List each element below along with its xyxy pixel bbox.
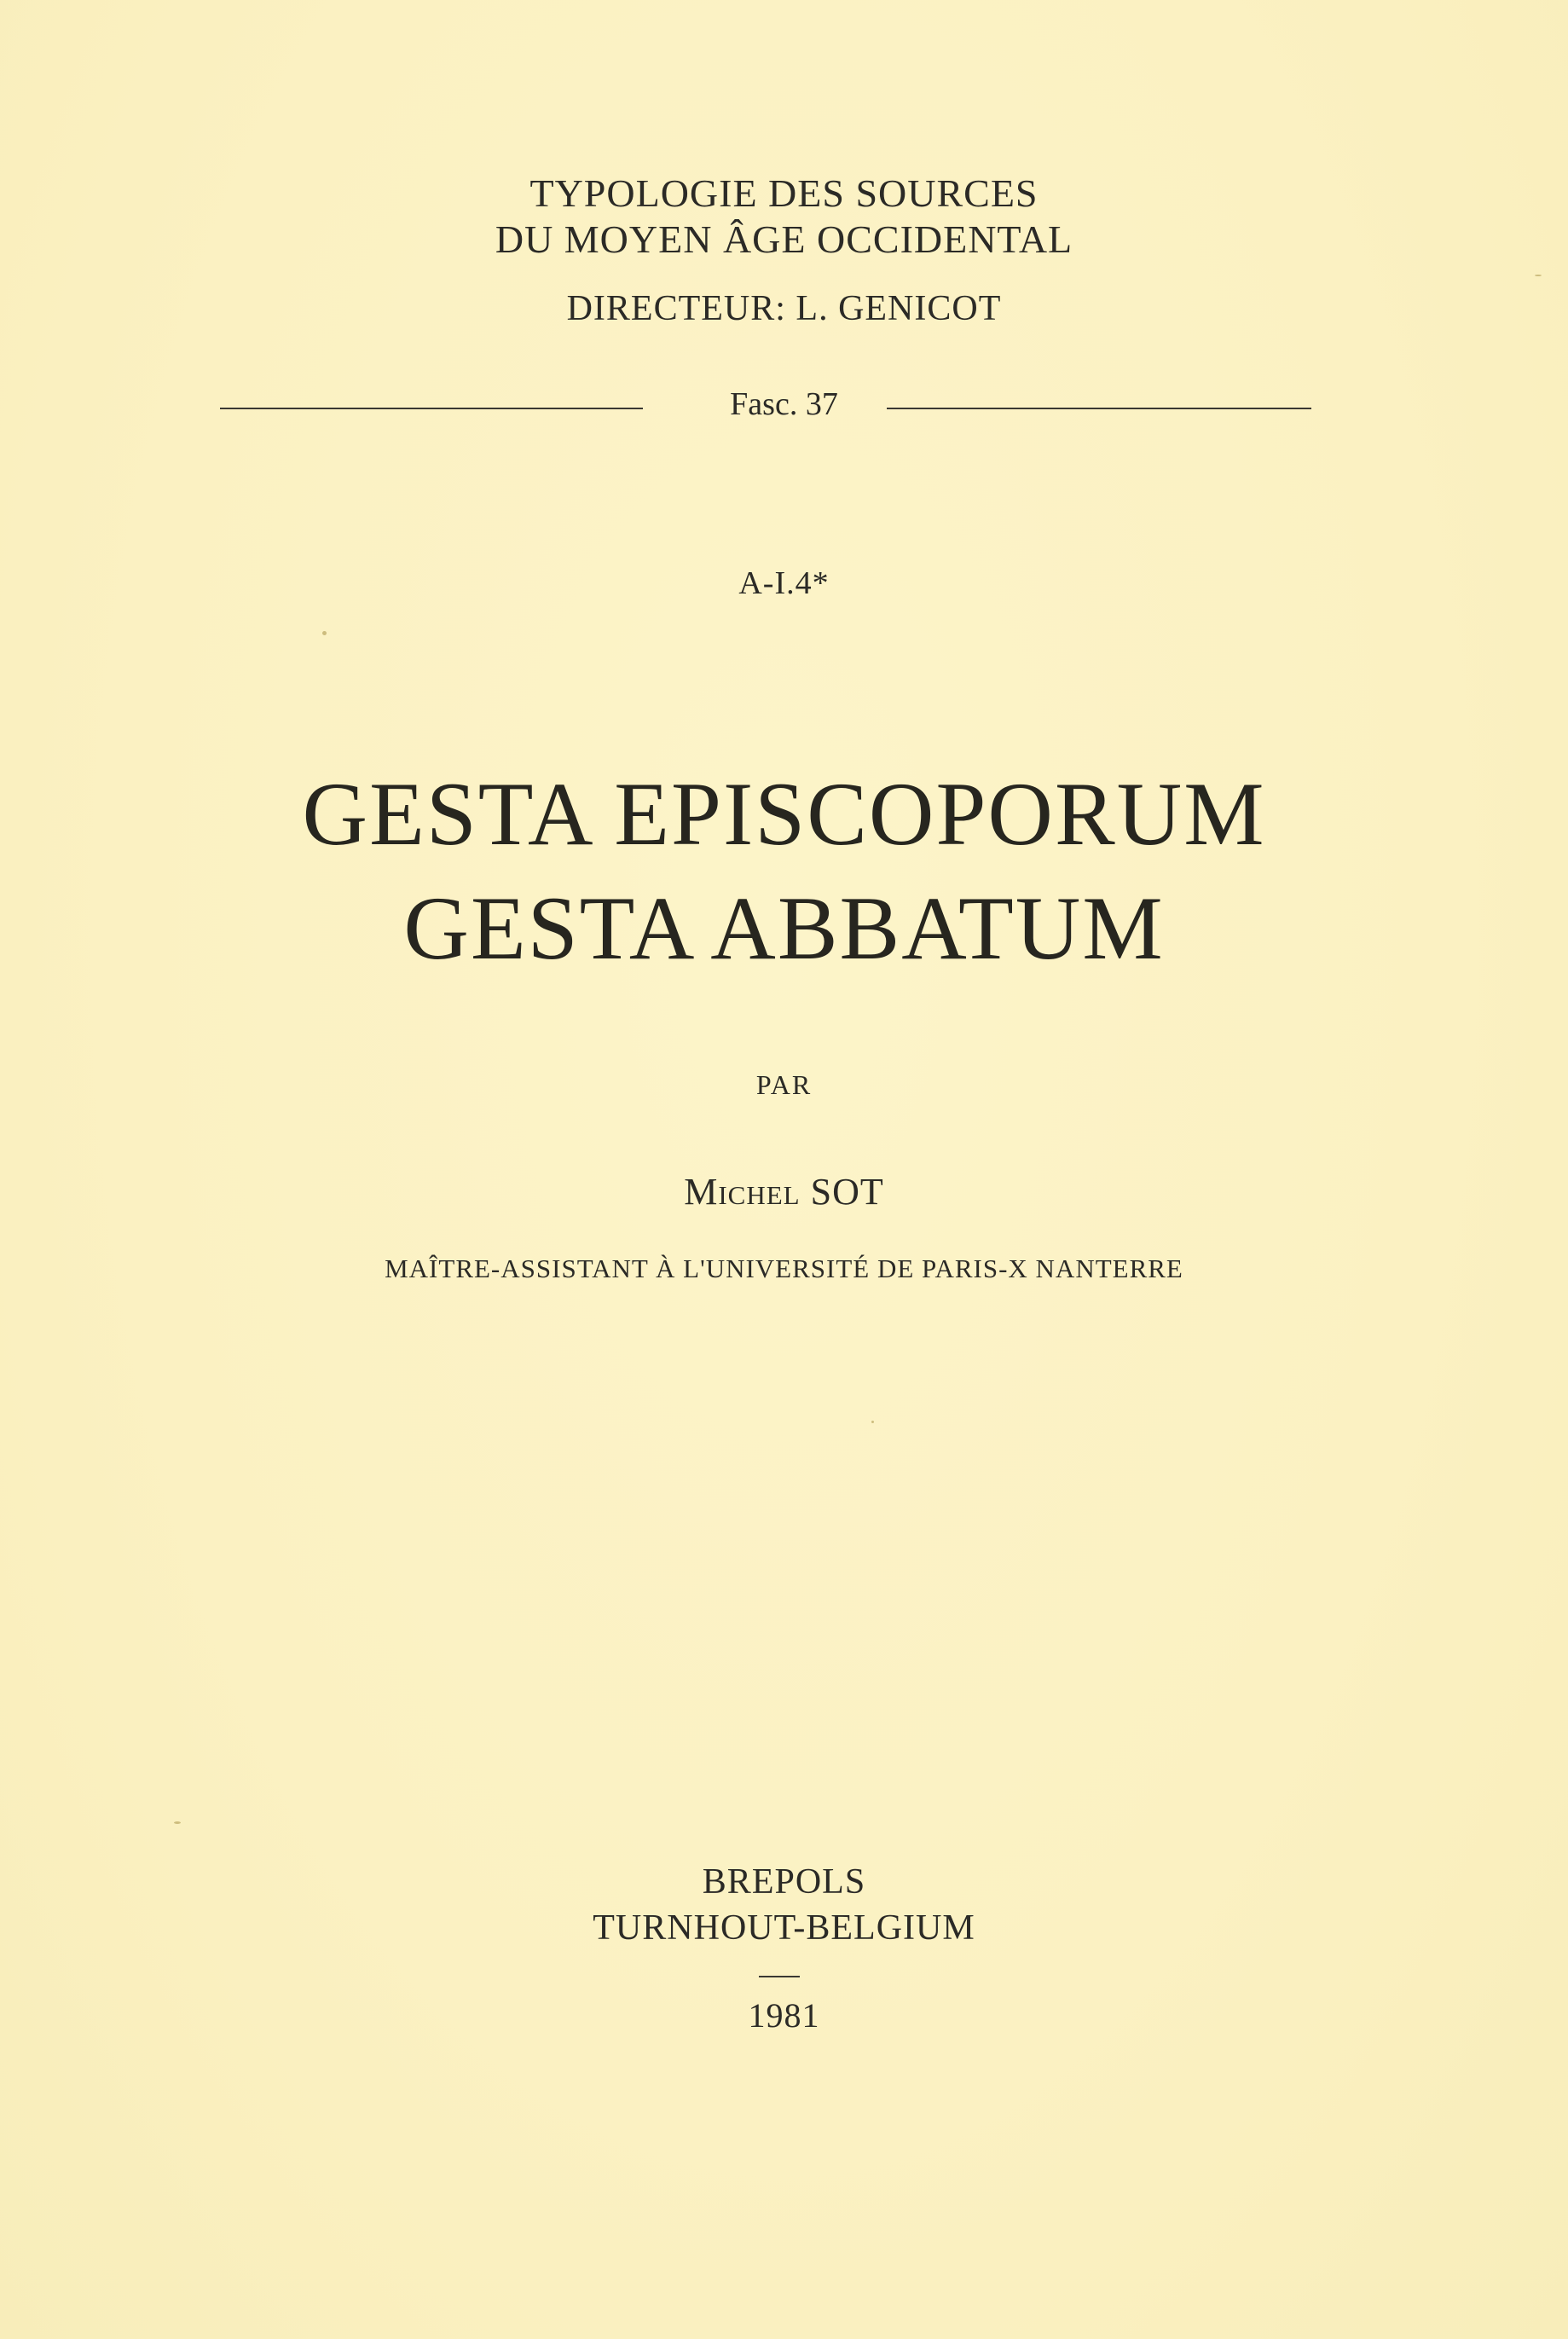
publisher-name: BREPOLS bbox=[702, 1862, 866, 1902]
fascicle-rule-right bbox=[887, 408, 1311, 409]
author-first-name: Michel bbox=[684, 1171, 801, 1213]
paper-speck bbox=[1535, 275, 1542, 276]
author-name bbox=[0, 1170, 1568, 1213]
classification-code: A-I.4* bbox=[738, 565, 830, 601]
main-title-line-1: GESTA EPISCOPORUM bbox=[302, 764, 1266, 864]
fascicle-number: Fasc. 37 bbox=[730, 386, 838, 422]
publisher-place: TURNHOUT-BELGIUM bbox=[593, 1908, 975, 1948]
fascicle-row bbox=[0, 379, 1568, 430]
series-title-line-1: TYPOLOGIE DES SOURCES bbox=[529, 171, 1039, 215]
paper-speck bbox=[322, 631, 327, 635]
year-separator bbox=[759, 1976, 800, 1977]
series-director: DIRECTEUR: L. GENICOT bbox=[566, 289, 1002, 328]
publication-year: 1981 bbox=[748, 1996, 820, 2035]
author-affiliation: MAÎTRE-ASSISTANT À L'UNIVERSITÉ DE PARIS-X NANTERRE bbox=[385, 1253, 1183, 1283]
paper-speck bbox=[871, 1421, 874, 1423]
main-title-line-2: GESTA ABBATUM bbox=[403, 878, 1165, 978]
by-label: PAR bbox=[755, 1069, 813, 1100]
paper-speck bbox=[174, 1821, 181, 1824]
series-title-line-2: DU MOYEN ÂGE OCCIDENTAL bbox=[495, 217, 1073, 261]
author-last-name: SOT bbox=[810, 1171, 884, 1213]
